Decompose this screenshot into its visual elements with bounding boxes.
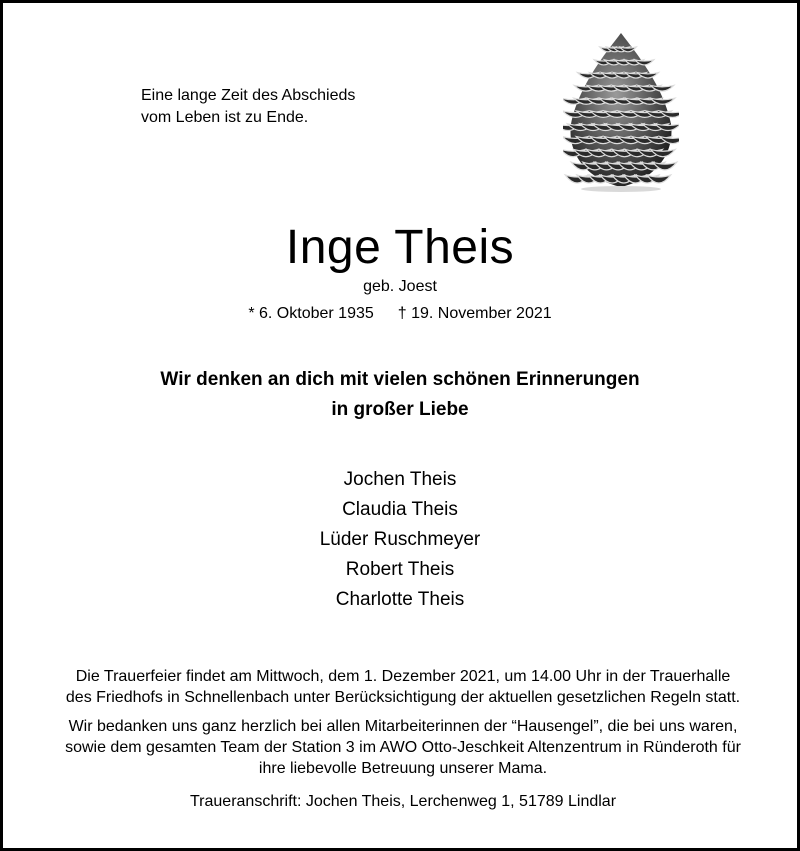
funeral-line: des Friedhofs in Schnellenbach unter Berücksichtigung der aktuellen gesetzlichen Regeln statt. [65, 689, 741, 706]
mourner-name: Charlotte Theis [335, 589, 465, 610]
quote-line: vom Leben ist zu Ende. [141, 109, 309, 126]
deceased-name: Inge Theis [285, 221, 515, 274]
mourner-name: Robert Theis [345, 559, 455, 580]
motto-line: Wir denken an dich mit vielen schönen Erinnerungen [160, 369, 640, 390]
death-date: † 19. November 2021 [397, 305, 552, 322]
birth-date: * 6. Oktober 1935 [248, 305, 374, 322]
life-dates [3, 303, 797, 325]
thanks-line: sowie dem gesamten Team der Station 3 im AWO Otto-Jeschkeit Altenzentrum in Ründeroth für [65, 739, 741, 756]
funeral-info [23, 666, 783, 708]
mourner-name: Jochen Theis [343, 469, 457, 490]
thanks-line: ihre liebevolle Betreuung unserer Mama. [258, 760, 548, 777]
quote-line: Eine lange Zeit des Abschieds [141, 87, 356, 104]
thanks-text [23, 716, 783, 779]
mourning-address: Traueranschrift: Jochen Theis, Lerchenweg 1, 51789 Lindlar [189, 793, 617, 810]
thanks-line: Wir bedanken uns ganz herzlich bei allen Mitarbeiterinnen der “Hausengel”, die bei uns waren, [68, 718, 738, 735]
pinecone-icon [563, 29, 679, 193]
motto-line: in großer Liebe [331, 399, 469, 420]
memorial-motto [3, 365, 797, 425]
mourner-name: Lüder Ruschmeyer [319, 529, 481, 550]
maiden-name: geb. Joest [363, 278, 437, 295]
mourners-list [3, 465, 797, 615]
funeral-line: Die Trauerfeier findet am Mittwoch, dem 1. Dezember 2021, um 14.00 Uhr in der Trauerhalle [75, 668, 731, 685]
opening-quote [141, 85, 355, 129]
mourner-name: Claudia Theis [342, 499, 458, 520]
